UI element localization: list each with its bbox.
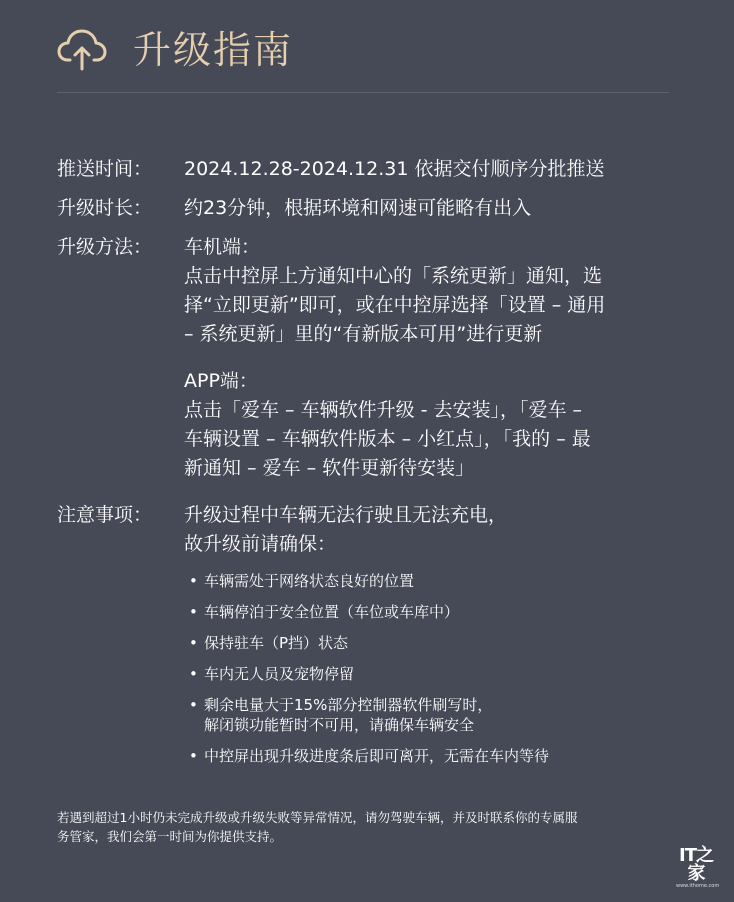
list-item <box>184 695 677 735</box>
car-method-line: 点击中控屏上方通知中心的「系统更新」通知，选 <box>184 265 603 287</box>
list-item-text: 保持驻车（P挡）状态 <box>204 634 349 652</box>
bullet-icon: • <box>189 572 198 590</box>
page-title: 升级指南 <box>133 28 294 72</box>
list-item-text: 剩余电量大于15%部分控制器软件刷写时， <box>204 696 493 714</box>
method-label: 升级方法： <box>57 236 153 258</box>
app-method-line: 车辆设置 – 车辆软件版本 – 小红点」，「我的 – 最 <box>184 428 591 450</box>
title-divider <box>57 92 669 93</box>
guide-content <box>57 155 677 777</box>
notes-label: 注意事项： <box>57 504 153 526</box>
watermark-mark: IT之家 <box>679 845 713 884</box>
app-method-heading: APP端： <box>184 370 258 392</box>
footer-line: 若遇到超过1小时仍未完成升级或升级失败等异常情况，请勿驾驶车辆，并及时联系你的专属服 <box>57 810 578 825</box>
list-item <box>184 602 677 622</box>
list-item <box>184 571 677 591</box>
watermark-logo <box>676 845 720 890</box>
duration-label: 升级时长： <box>57 197 153 219</box>
method-row <box>57 233 677 483</box>
app-method-line: 新通知 – 爱车 – 软件更新待安装」 <box>184 457 475 479</box>
duration-value: 约23分钟，根据环境和网速可能略有出入 <box>184 197 532 219</box>
header <box>57 22 293 78</box>
car-method-heading: 车机端： <box>184 236 261 258</box>
footer-note <box>57 808 687 846</box>
list-item-text: 解闭锁功能暂时不可用，请确保车辆安全 <box>204 716 475 734</box>
duration-row <box>57 194 677 223</box>
list-item-text: 车辆需处于网络状态良好的位置 <box>204 572 415 590</box>
push-time-label: 推送时间： <box>57 158 153 180</box>
list-item-text: 车辆停泊于安全位置（车位或车库中） <box>204 603 460 621</box>
bullet-icon: • <box>189 603 198 621</box>
cloud-upload-icon <box>57 27 107 73</box>
notes-row <box>57 501 677 777</box>
watermark-url: www.ithome.com <box>676 883 720 889</box>
list-item <box>184 664 677 684</box>
bullet-icon: • <box>189 665 198 683</box>
car-method-line: 择“立即更新”即可，或在中控屏选择「设置 – 通用 <box>184 294 606 316</box>
notes-intro-line: 升级过程中车辆无法行驶且无法充电， <box>184 504 508 526</box>
app-method-line: 点击「爱车 – 车辆软件升级 - 去安装」，「爱车 – <box>184 399 583 421</box>
push-time-value: 2024.12.28-2024.12.31 依据交付顺序分批推送 <box>184 158 605 180</box>
bullet-icon: • <box>189 696 198 714</box>
car-method-line: – 系统更新」里的“有新版本可用”进行更新 <box>184 323 543 345</box>
push-time-row <box>57 155 677 184</box>
footer-line: 务管家，我们会第一时间为你提供支持。 <box>57 829 283 844</box>
bullet-icon: • <box>189 634 198 652</box>
list-item <box>184 633 677 653</box>
notes-intro-line: 故升级前请确保： <box>184 533 337 555</box>
notes-list <box>184 571 677 766</box>
list-item <box>184 746 677 766</box>
list-item-text: 车内无人员及宠物停留 <box>204 665 355 683</box>
bullet-icon: • <box>189 747 198 765</box>
list-item-text: 中控屏出现升级进度条后即可离开，无需在车内等待 <box>204 747 550 765</box>
